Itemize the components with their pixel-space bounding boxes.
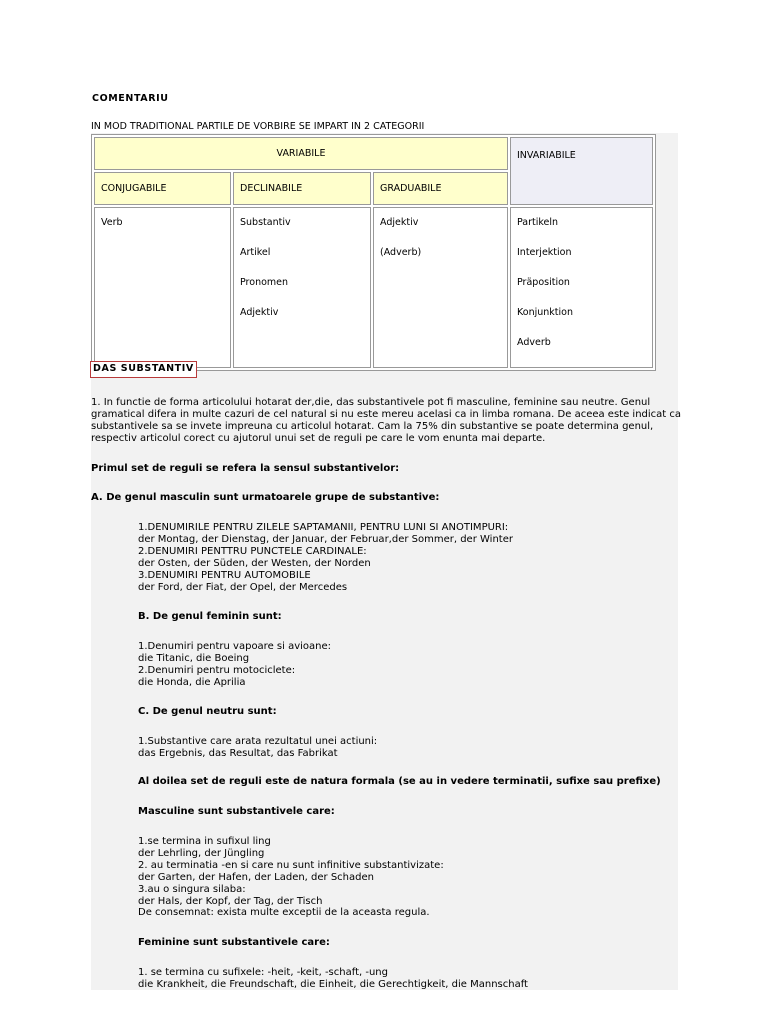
list-line: der Lehrling, der Jüngling xyxy=(138,848,265,859)
list-line: 3.DENUMIRI PENTRU AUTOMOBILE xyxy=(138,570,311,581)
page-title: COMENTARIU xyxy=(92,93,169,104)
list-line: 1.Substantive care arata rezultatul unei actiuni: xyxy=(138,736,378,747)
word-item: Substantiv xyxy=(240,217,291,228)
list-line: 1. se termina cu sufixele: -heit, -keit, -schaft, -ung xyxy=(138,967,388,978)
list-line: der Hals, der Kopf, der Tag, der Tisch xyxy=(138,896,323,907)
list-line: 1.Denumiri pentru vapoare si avioane: xyxy=(138,641,332,652)
column-graduabile xyxy=(373,207,508,368)
word-item: Adjektiv xyxy=(240,307,279,318)
word-item: (Adverb) xyxy=(380,247,422,258)
word-item: Artikel xyxy=(240,247,271,258)
header-declinabile: DECLINABILE xyxy=(233,172,371,205)
masculine-heading: Masculine sunt substantivele care: xyxy=(138,806,335,817)
masculine-heading: A. De genul masculin sunt urmatoarele grupe de substantive: xyxy=(91,492,440,503)
list-line: der Osten, der Süden, der Westen, der Norden xyxy=(138,558,371,569)
word-item: Interjektion xyxy=(517,247,572,258)
header-conjugabile: CONJUGABILE xyxy=(94,172,231,205)
list-line: De consemnat: exista multe exceptii de la aceasta regula. xyxy=(138,907,430,918)
header-graduabile: GRADUABILE xyxy=(373,172,508,205)
word-item: Pronomen xyxy=(240,277,289,288)
feminine-heading: Feminine sunt substantivele care: xyxy=(138,937,330,948)
list-line: 2.Denumiri pentru motociclete: xyxy=(138,665,296,676)
list-line: 1.DENUMIRILE PENTRU ZILELE SAPTAMANII, PENTRU LUNI SI ANOTIMPURI: xyxy=(138,522,509,533)
column-invariabile xyxy=(510,207,653,368)
list-line: 2. au terminatia -en si care nu sunt infinitive substantivizate: xyxy=(138,860,444,871)
rules-heading: Primul set de reguli se refera la sensul substantivelor: xyxy=(91,463,400,474)
list-line: der Montag, der Dienstag, der Januar, der Februar,der Sommer, der Winter xyxy=(138,534,513,545)
list-line: die Krankheit, die Freundschaft, die Einheit, die Gerechtigkeit, die Mannschaft xyxy=(138,979,528,990)
list-line: 2.DENUMIRI PENTTRU PUNCTELE CARDINALE: xyxy=(138,546,367,557)
header-variabile: VARIABILE xyxy=(94,137,508,170)
list-line: die Titanic, die Boeing xyxy=(138,653,250,664)
word-item: Partikeln xyxy=(517,217,559,228)
word-item: Verb xyxy=(101,217,123,228)
header-invariabile: INVARIABILE xyxy=(510,137,653,205)
section-title: DAS SUBSTANTIV xyxy=(90,361,197,378)
word-item: Adjektiv xyxy=(380,217,419,228)
list-line: 3.au o singura silaba: xyxy=(138,884,246,895)
paragraph-line: respectiv articolul corect cu ajutorul unui set de reguli pe care le vom enunta mai departe. xyxy=(91,433,546,444)
neuter-heading: C. De genul neutru sunt: xyxy=(138,706,277,717)
paragraph-line: 1. In functie de forma articolului hotarat der,die, das substantivele pot fi masculine, feminine sau neutre. Genul xyxy=(91,397,651,408)
word-item: Konjunktion xyxy=(517,307,573,318)
column-declinabile xyxy=(233,207,371,368)
rules-heading: Al doilea set de reguli este de natura formala (se au in vedere terminatii, sufixe sau prefixe) xyxy=(138,776,661,787)
word-item: Adverb xyxy=(517,337,551,348)
intro-text: IN MOD TRADITIONAL PARTILE DE VORBIRE SE IMPART IN 2 CATEGORII xyxy=(91,121,425,132)
list-line: 1.se termina in sufixul ling xyxy=(138,836,271,847)
list-line: das Ergebnis, das Resultat, das Fabrikat xyxy=(138,748,338,759)
parts-of-speech-table xyxy=(91,134,656,371)
word-item: Präposition xyxy=(517,277,570,288)
list-line: der Garten, der Hafen, der Laden, der Schaden xyxy=(138,872,374,883)
column-conjugabile xyxy=(94,207,231,368)
paragraph-line: gramatical difera in multe cazuri de cel natural si nu este mereu acelasi ca in limba romana. De aceea este indicat ca xyxy=(91,409,682,420)
feminine-heading: B. De genul feminin sunt: xyxy=(138,611,282,622)
list-line: die Honda, die Aprilia xyxy=(138,677,246,688)
list-line: der Ford, der Fiat, der Opel, der Mercedes xyxy=(138,582,348,593)
paragraph-line: substantivele sa se invete impreuna cu articolul hotarat. Cam la 75% din substantive se poate determina genul, xyxy=(91,421,654,432)
